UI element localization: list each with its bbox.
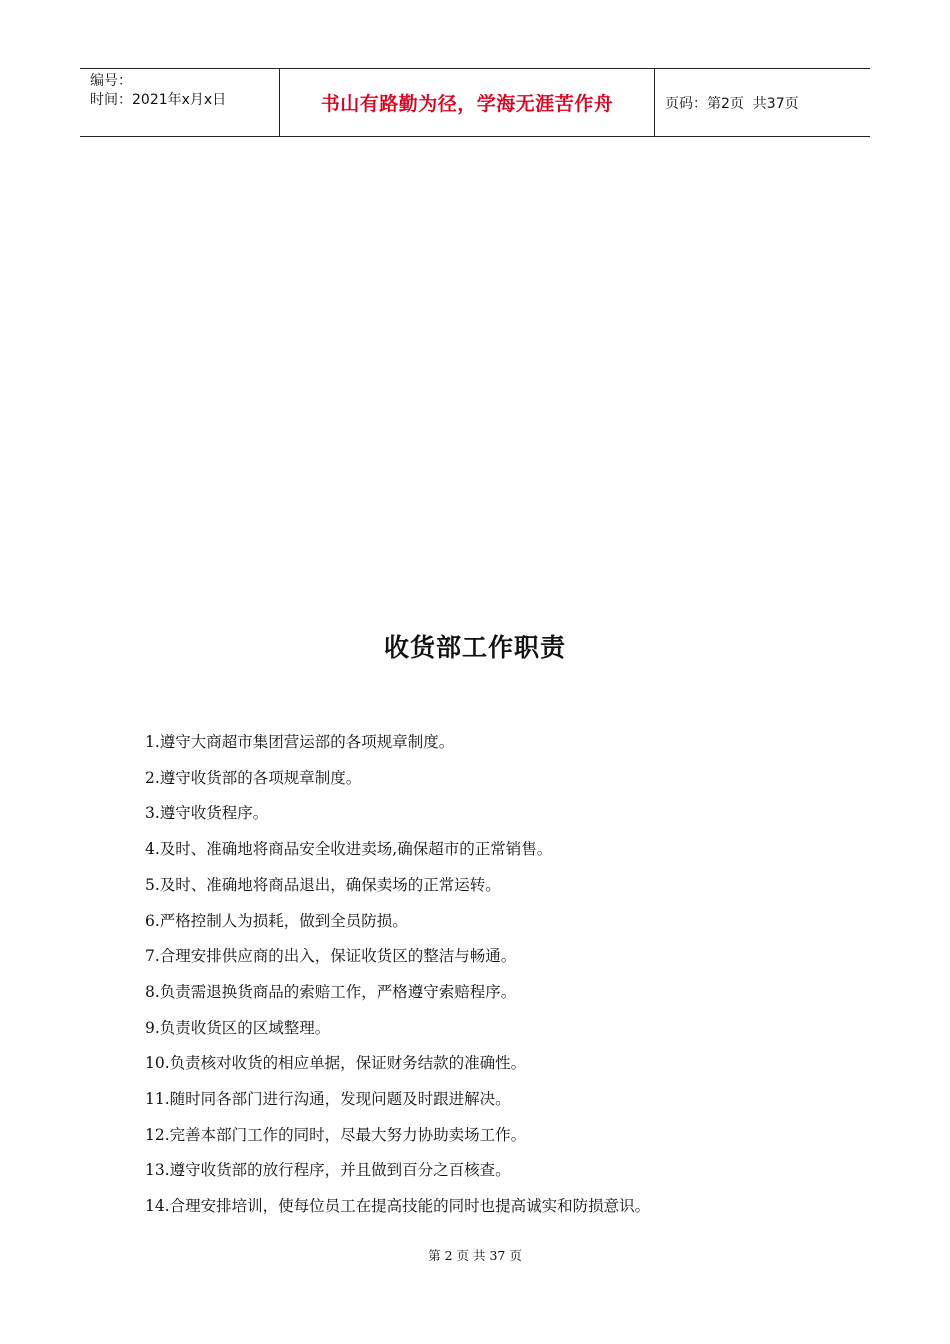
- document-number-label: 编号：: [90, 73, 132, 89]
- list-item: 4.及时、准确地将商品安全收进卖场,确保超市的正常销售。: [145, 840, 553, 859]
- list-item: 11.随时同各部门进行沟通，发现问题及时跟进解决。: [145, 1090, 511, 1109]
- list-item: 2.遵守收货部的各项规章制度。: [145, 768, 362, 787]
- page-footer: 第 2 页 共 37 页: [428, 1248, 522, 1263]
- list-item: 8.负责需退换货商品的索赔工作，严格遵守索赔程序。: [145, 982, 517, 1001]
- document-time-label: 时间：2021年x月x日: [90, 92, 227, 108]
- header-meta: [80, 69, 280, 136]
- list-item: 3.遵守收货程序。: [145, 804, 269, 823]
- list-item: 7.合理安排供应商的出入，保证收货区的整洁与畅通。: [145, 947, 517, 966]
- document-title: 收货部工作职责: [383, 633, 566, 662]
- list-item: 14.合理安排培训，使每位员工在提高技能的同时也提高诚实和防损意识。: [145, 1197, 651, 1216]
- header-motto: 书山有路勤为径，学海无涯苦作舟: [280, 69, 655, 136]
- page-header: [80, 68, 870, 137]
- list-item: 6.严格控制人为损耗，做到全员防损。: [145, 911, 408, 930]
- list-item: 5.及时、准确地将商品退出，确保卖场的正常运转。: [145, 875, 501, 894]
- list-item: 9.负责收货区的区域整理。: [145, 1018, 331, 1037]
- list-item: 1.遵守大商超市集团营运部的各项规章制度。: [145, 733, 455, 751]
- list-item: 13.遵守收货部的放行程序，并且做到百分之百核查。: [145, 1161, 511, 1180]
- duties-list: [145, 725, 865, 1225]
- list-item: 12.完善本部门工作的同时，尽最大努力协助卖场工作。: [145, 1125, 527, 1144]
- page-info-text: 页码：第2页 共37页: [665, 95, 799, 112]
- header-page-info: [655, 69, 870, 136]
- list-item: 10.负责核对收货的相应单据，保证财务结款的准确性。: [145, 1054, 527, 1073]
